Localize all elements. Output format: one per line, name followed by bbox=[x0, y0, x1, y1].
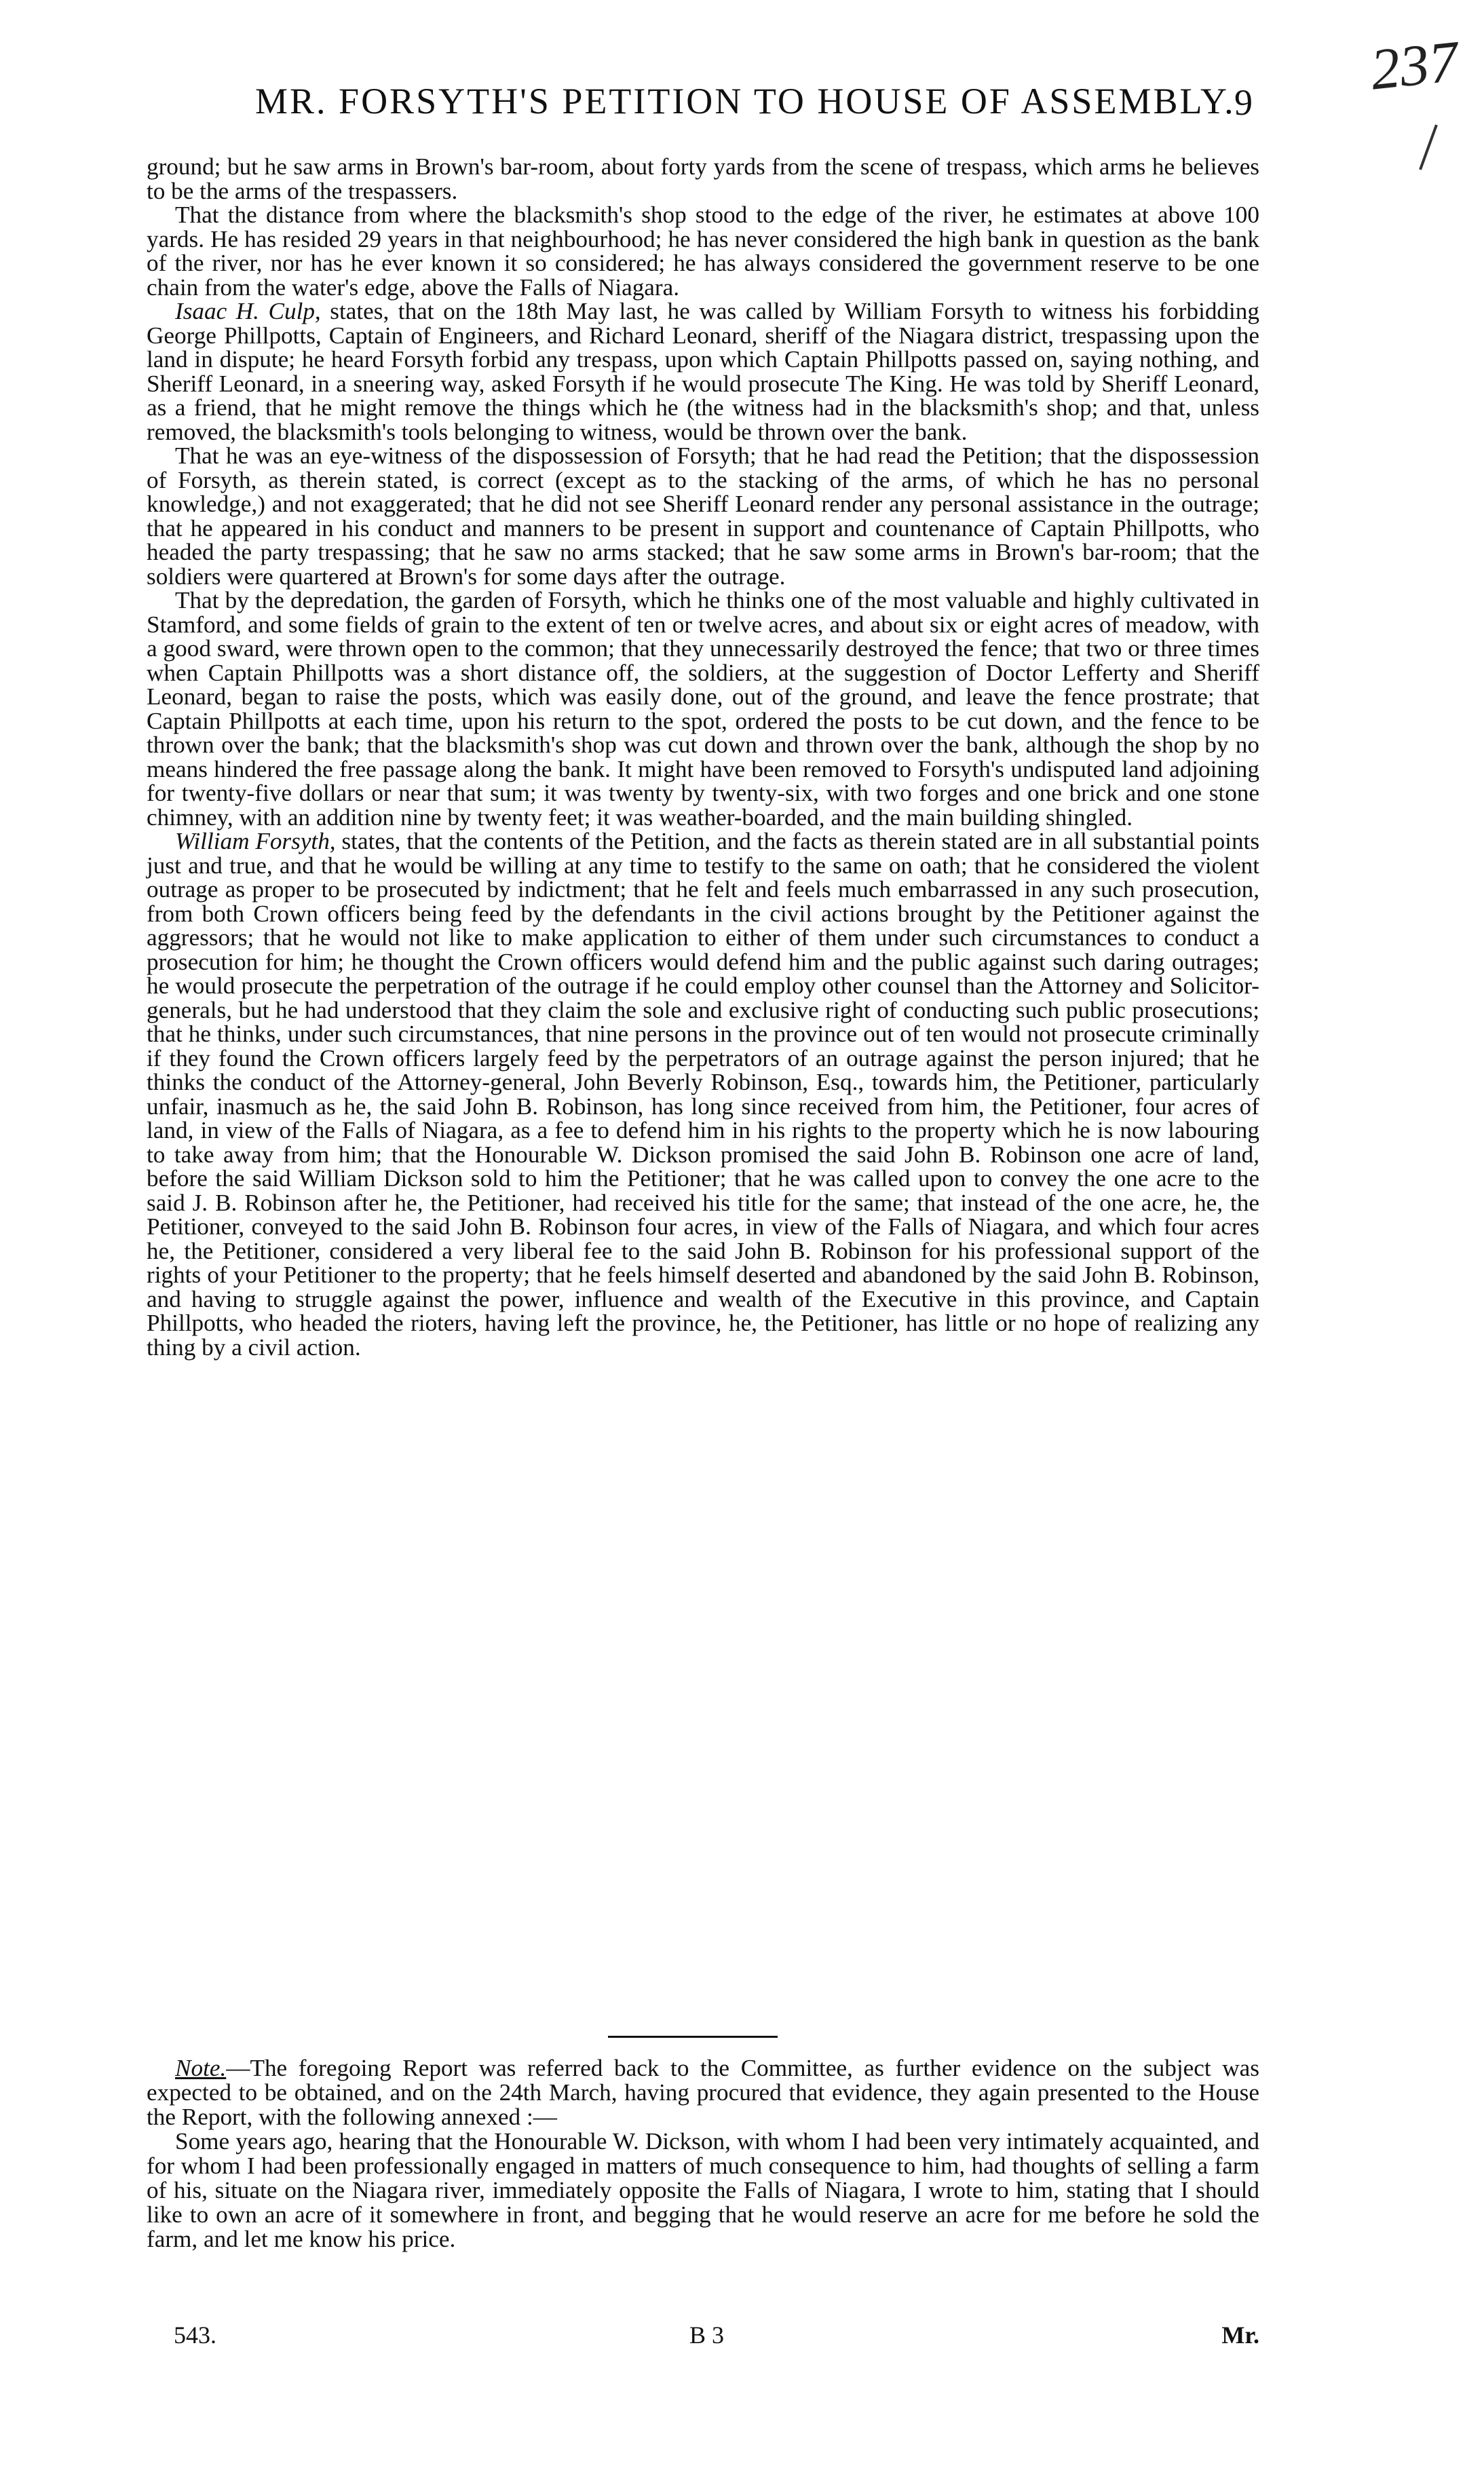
note-paragraph bbox=[147, 2056, 1259, 2129]
section-divider bbox=[608, 2036, 778, 2038]
paragraph-text: That he was an eye-witness of the dispossession of Forsyth; that he had read the Petition; that the dispossession of Forsyth, as therein stated, is correct (except as to the stacking of the arms, of which he has no personal knowledge,) and not exaggerated; that he did not see Sheriff Leonard render any personal assistance in the outrage; that he appeared in his conduct and manners to be present in support and countenance of Captain Phillpotts, who headed the party trespassing; that he saw no arms stacked; that he saw some arms in Brown's bar-room; that the soldiers were quartered at Brown's for some days after the outrage. bbox=[147, 442, 1259, 590]
page-footer bbox=[174, 2321, 1259, 2355]
body-paragraph bbox=[147, 588, 1259, 829]
body-paragraph bbox=[147, 155, 1259, 203]
paragraph-text: That the distance from where the blacksmith's shop stood to the edge of the river, he estimates at above 100 yards. He has resided 29 years in that neighbourhood; he has never considered the high bank in question as the bank of the river, nor has he ever known it so considered; he has always considered the government reserve to be one chain from the water's edge, above the Falls of Niagara. bbox=[147, 202, 1259, 301]
stamp-stroke bbox=[1419, 124, 1438, 170]
body-text bbox=[147, 155, 1259, 1359]
body-paragraph bbox=[147, 299, 1259, 444]
page-number: 9 bbox=[1234, 82, 1253, 123]
witness-name: Isaac H. Culp, bbox=[175, 298, 321, 324]
page-title: MR. FORSYTH'S PETITION TO HOUSE OF ASSEMBLY. bbox=[255, 81, 1236, 121]
note-label: Note. bbox=[175, 2055, 227, 2081]
paragraph-text: That by the depredation, the garden of Forsyth, which he thinks one of the most valuable and highly cultivated in Stamford, and some fields of grain to the extent of ten or twelve acres, and about six or eight acres of meadow, with a good sward, were thrown open to the common; that they unnecessarily destroyed the fence; that two or three times when Captain Phillpotts was a short distance off, the soldiers, at the suggestion of Doctor Lefferty and Sheriff Leonard, began to raise the posts, which was easily done, out of the ground, and leave the fence prostrate; that Captain Phillpotts at each time, upon his return to the spot, ordered the posts to be cut down, and the fence to be thrown over the bank; that the blacksmith's shop was cut down and thrown over the bank, although the shop by no means hindered the free passage along the bank. It might have been removed to Forsyth's undisputed land adjoining for twenty-five dollars or near that sum; it was twenty by twenty-six, with two forges and one brick and one stone chimney, with an addition nine by twenty feet; it was weather-boarded, and the main building shingled. bbox=[147, 587, 1259, 831]
paragraph-text: states, that on the 18th May last, he was called by William Forsyth to witness his forbidding George Phillpotts, Captain of Engineers, and Richard Leonard, sheriff of the Niagara district, trespassing upon the land in dispute; he heard Forsyth forbid any trespass, upon which Captain Phillpotts passed on, saying nothing, and Sheriff Leonard, in a sneering way, asked Forsyth if he would prosecute The King. He was told by Sheriff Leonard, as a friend, that he might remove the things which he (the witness had in the blacksmith's shop; and that, unless removed, the blacksmith's tools belonging to witness, would be thrown over the bank. bbox=[147, 298, 1259, 445]
note-body: —The foregoing Report was referred back to the Committee, as further evidence on the subject was expected to be obtained, and on the 24th March, having procured that evidence, they again presented to the House the Report, with the following annexed :— bbox=[147, 2055, 1259, 2130]
signature-mark: 543. bbox=[174, 2321, 216, 2349]
folio-stamp: 237 bbox=[1367, 28, 1462, 102]
witness-name: William Forsyth, bbox=[175, 828, 336, 854]
body-paragraph bbox=[147, 203, 1259, 299]
body-paragraph bbox=[147, 829, 1259, 1359]
paragraph-text: ground; but he saw arms in Brown's bar-room, about forty yards from the scene of trespass, which arms he believes to be the arms of the trespassers. bbox=[147, 153, 1259, 204]
catchword: Mr. bbox=[1221, 2321, 1259, 2349]
letter-paragraph: Some years ago, hearing that the Honourable W. Dickson, with whom I had been very intimately acquainted, and for whom I had been professionally engaged in matters of much consequence to him, had thoughts of selling a farm of his, situate on the Niagara river, immediately opposite the Falls of Niagara, I wrote to him, stating that I should like to own an acre of it somewhere in front, and begging that he would reserve an acre for me before he sold the farm, and let me know his price. bbox=[147, 2128, 1259, 2252]
gathering-mark: B 3 bbox=[689, 2321, 725, 2349]
note-section bbox=[147, 2056, 1259, 2252]
paragraph-text: states, that the contents of the Petition, and the facts as therein stated are in all substantial points just and true, and that he would be willing at any time to testify to the same on oath; that he considered the violent outrage as proper to be prosecuted by indictment; that he felt and feels much embarrassed in any such prosecution, from both Crown officers being feed by the defendants in the civil actions brought by the Petitioner against the aggressors; that he would not like to make application to either of them under such circumstances to conduct a prosecution for him; he thought the Crown officers would defend him and the public against such daring outrages; he would prosecute the perpetration of the outrage if he could employ other counsel than the Attorney and Solicitor-generals, but he had understood that they claim the sole and exclusive right of conducting such public prosecutions; that he thinks, under such circumstances, that nine persons in the province out of ten would not prosecute criminally if they found the Crown officers largely feed by the perpetrators of an outrage against the person injured; that he thinks the conduct of the Attorney-general, John Beverly Robinson, Esq., towards him, the Petitioner, particularly unfair, inasmuch as he, the said John B. Robinson, has long since received from him, the Petitioner, four acres of land, in view of the Falls of Niagara, as a fee to defend him in his rights to the property which he is now labouring to take away from him; that the Honourable W. Dickson promised the said John B. Robinson one acre of land, before the said William Dickson sold to him the Petitioner; that he was called upon to convey the one acre to the said J. B. Robinson after he, the Petitioner, had received his title for the same; that instead of the one acre, he, the Petitioner, conveyed to the said John B. Robinson four acres, in view of the Falls of Niagara, and which four acres he, the Petitioner, considered a very liberal fee to the said John B. Robinson for his professional support of the rights of your Petitioner to the property; that he feels himself deserted and abandoned by the said John B. Robinson, and having to struggle against the power, influence and wealth of the Executive in this province, and Captain Phillpotts, who headed the rioters, having left the province, he, the Petitioner, has little or no hope of realizing any thing by a civil action. bbox=[147, 828, 1260, 1361]
running-header bbox=[255, 80, 1259, 134]
body-paragraph bbox=[147, 444, 1259, 588]
